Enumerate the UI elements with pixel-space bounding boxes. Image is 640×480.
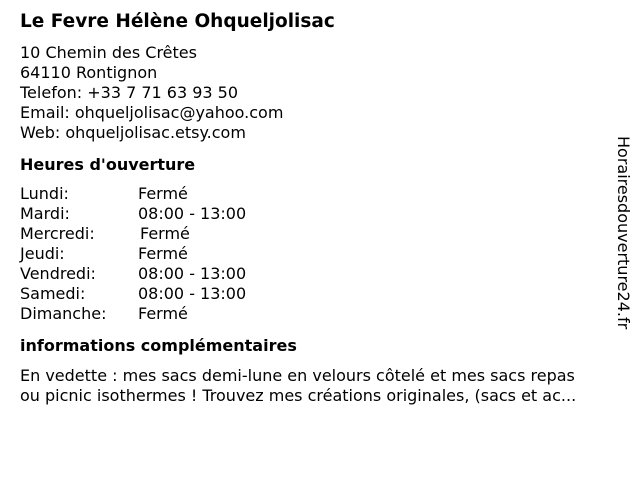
hours-row-samedi bbox=[20, 284, 620, 304]
phone-number: Telefon: +33 7 71 63 93 50 bbox=[20, 83, 239, 102]
hours-day: Vendredi: bbox=[20, 264, 96, 283]
address-street: 10 Chemin des Crêtes bbox=[20, 43, 197, 62]
email-address: Email: ohqueljolisac@yahoo.com bbox=[20, 103, 284, 122]
hours-day: Mercredi: bbox=[20, 224, 95, 243]
address-city: 64110 Rontignon bbox=[20, 63, 158, 82]
hours-value: Fermé bbox=[140, 224, 190, 243]
extra-info-line-1: En vedette : mes sacs demi-lune en velours côtelé et mes sacs repas bbox=[20, 366, 575, 385]
hours-value: Fermé bbox=[138, 244, 188, 263]
extra-info-heading: informations complémentaires bbox=[20, 336, 297, 355]
hours-day: Samedi: bbox=[20, 284, 86, 303]
hours-value: 08:00 - 13:00 bbox=[138, 264, 247, 283]
hours-value: Fermé bbox=[138, 184, 188, 203]
hours-row-mardi bbox=[20, 204, 620, 224]
hours-value: Fermé bbox=[138, 304, 188, 323]
hours-table bbox=[20, 184, 620, 324]
website: Web: ohqueljolisac.etsy.com bbox=[20, 123, 246, 142]
hours-day: Jeudi: bbox=[20, 244, 65, 263]
hours-value: 08:00 - 13:00 bbox=[138, 284, 247, 303]
site-watermark: Horairesdouverture24.fr bbox=[614, 136, 633, 330]
hours-row-vendredi bbox=[20, 264, 620, 284]
hours-row-lundi bbox=[20, 184, 620, 204]
business-name: Le Fevre Hélène Ohqueljolisac bbox=[20, 11, 335, 32]
hours-heading: Heures d'ouverture bbox=[20, 155, 196, 174]
hours-value: 08:00 - 13:00 bbox=[138, 204, 247, 223]
business-card bbox=[20, 10, 620, 406]
hours-day: Mardi: bbox=[20, 204, 70, 223]
hours-row-mercredi bbox=[20, 224, 620, 244]
extra-info-line-2: ou picnic isothermes ! Trouvez mes créations originales, (sacs et ac... bbox=[20, 386, 577, 405]
hours-row-jeudi bbox=[20, 244, 620, 264]
hours-day: Lundi: bbox=[20, 184, 69, 203]
hours-row-dimanche bbox=[20, 304, 620, 324]
hours-day: Dimanche: bbox=[20, 304, 107, 323]
